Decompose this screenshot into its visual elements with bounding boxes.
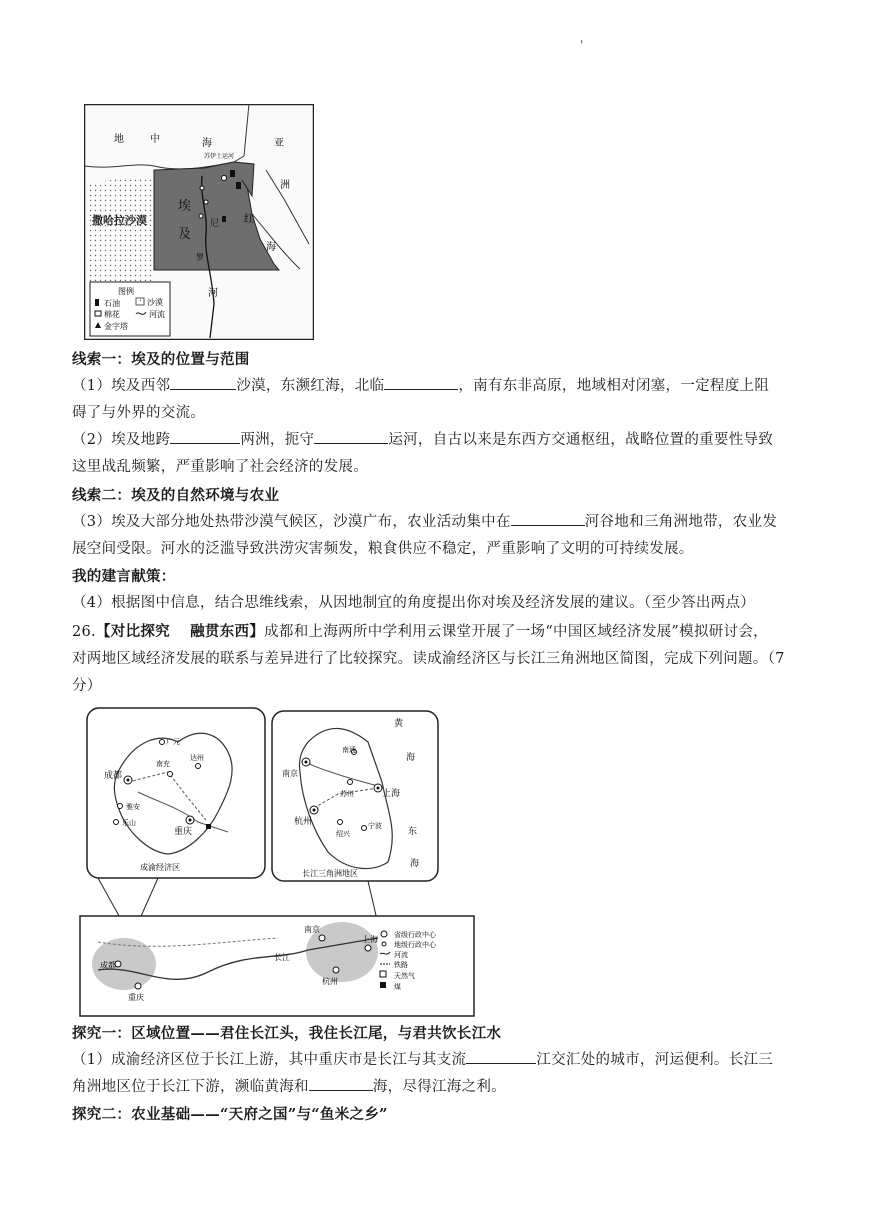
oil-icon xyxy=(95,299,99,306)
sahara-label: 撒哈拉沙漠 xyxy=(92,214,147,227)
legend-gas: 天然气 xyxy=(394,972,415,980)
continent-label: 洲 xyxy=(280,180,290,191)
bottom-chongqing: 重庆 xyxy=(128,993,144,1002)
city-hangzhou: 杭州 xyxy=(294,817,313,827)
desert-symbol xyxy=(136,298,144,305)
answer-blank[interactable] xyxy=(511,511,585,526)
clue1-q2: （2）埃及地跨 两洲，扼守 运河，自古以来是东西方交通枢纽，战略位置的重要性导致 这里战乱频繁，严重影响了社会经济的发展。 xyxy=(72,427,802,481)
egypt-label-1: 埃 xyxy=(178,199,192,214)
city-chongqing: 重庆 xyxy=(174,827,193,837)
china-region-map xyxy=(78,702,480,1020)
city-nanjing: 南京 xyxy=(282,769,298,778)
city-nantong: 南通 xyxy=(342,746,356,754)
canal-label: 苏伊士运河 xyxy=(204,153,235,160)
city-dazhou: 达州 xyxy=(190,754,204,762)
legend-provincial: 省级行政中心 xyxy=(394,931,436,939)
china-map-figure xyxy=(78,702,480,1020)
city-label: 罗 xyxy=(196,253,204,262)
legend-river: 河流 xyxy=(149,310,165,319)
answer-blank[interactable] xyxy=(170,375,236,390)
answer-blank[interactable] xyxy=(309,1076,373,1091)
legend-pyramid: 金字塔 xyxy=(104,322,128,331)
yellow-sea-2: 海 xyxy=(406,753,416,763)
city-shanghai: 上海 xyxy=(382,789,401,799)
bottom-hangzhou: 杭州 xyxy=(322,977,338,986)
legend-cotton: 棉花 xyxy=(104,310,120,319)
city-shaoxing: 绍兴 xyxy=(336,830,350,838)
city-chengdu: 成都 xyxy=(104,771,123,781)
prefecture-city-icon xyxy=(382,942,386,946)
red-label: 红 xyxy=(244,214,254,225)
right-caption: 长江三角洲地区 xyxy=(302,869,358,878)
city-yaan: 雅安 xyxy=(126,803,140,811)
advice-q4: （4）根据图中信息，结合思维线索，从因地制宜的角度提出你对埃及经济发展的建议。（至少答出两点） xyxy=(72,595,756,611)
red-sea-label: 海 xyxy=(266,242,276,253)
clue2-q3: （3）埃及大部分地处热带沙漠气候区，沙漠广布，农业活动集中在 河谷地和三角洲地带，农业发 展空间受限。河水的泛滥导致洪涝灾害频发，粮食供应不稳定，严重影响了文明的可持续发展。 xyxy=(72,509,802,563)
legend-railway: 铁路 xyxy=(394,961,408,969)
advice-title: 我的建言献策： xyxy=(72,568,176,585)
egypt-label-2: 及 xyxy=(178,227,192,242)
bottom-nanjing: 南京 xyxy=(304,925,320,934)
provincial-capital-icon xyxy=(381,931,387,937)
explore1-q1: （1）成渝经济区位于长江上游，其中重庆市是长江与其支流 江交汇处的城市，河运便利。长江三 角洲地区位于长江下游，濒临黄海和 海，尽得江海之利。 xyxy=(72,1047,802,1101)
clue1-q1: （1）埃及西邻 沙漠，东濒红海，北临 ，南有东非高原，地域相对闭塞，一定程度上阻 碍了与外界的交流。 xyxy=(72,373,802,427)
clue1-title: 线索一：埃及的位置与范围 xyxy=(72,351,250,368)
answer-blank[interactable] xyxy=(466,1049,536,1064)
legend-coal: 煤 xyxy=(394,983,401,991)
asia-label: 亚 xyxy=(274,138,284,149)
answer-blank[interactable] xyxy=(170,429,240,444)
answer-blank[interactable] xyxy=(314,429,388,444)
egypt-map-figure xyxy=(84,104,314,340)
question-26: 26.【对比探究 融贯东西】成都和上海两所中学利用云课堂开展了一场“中国区域经济发展”模拟研讨会， 对两地区域经济发展的联系与差异进行了比较探究。读成渝经济区与长江三角洲地区简图，完成下列问题。（7 分） xyxy=(72,623,785,694)
nile-label: 尼 xyxy=(210,219,220,229)
explore1-title: 探究一：区域位置——君住长江头，我住长江尾，与君共饮长江水 xyxy=(72,1025,502,1042)
legend-river: 河流 xyxy=(394,951,408,959)
bottom-chengdu: 成都 xyxy=(100,961,116,970)
river-label: 长江 xyxy=(274,953,290,962)
sea-label-2: 中 xyxy=(150,134,160,145)
city-suzhou: 苏州 xyxy=(340,790,354,798)
city-ningbo: 宁波 xyxy=(368,822,382,830)
sea-label-3: 海 xyxy=(202,138,212,149)
legend-oil: 石油 xyxy=(104,299,120,308)
sea-label-1: 地 xyxy=(114,134,124,145)
legend-title: 图例 xyxy=(118,287,134,296)
east-sea-1: 东 xyxy=(408,827,418,837)
legend-desert: 沙漠 xyxy=(147,298,163,307)
explore2-title: 探究二：农业基础——“天府之国”与“鱼米之乡” xyxy=(72,1106,388,1123)
egypt-map xyxy=(84,104,314,340)
legend-prefecture: 地级行政中心 xyxy=(394,941,436,949)
coal-icon xyxy=(380,982,386,988)
answer-blank[interactable] xyxy=(384,375,458,390)
east-sea-2: 海 xyxy=(410,859,420,869)
yellow-sea-1: 黄 xyxy=(394,719,404,729)
left-caption: 成渝经济区 xyxy=(140,863,180,872)
river-lower-label: 河 xyxy=(208,288,218,299)
city-leshan: 乐山 xyxy=(122,819,136,827)
bottom-shanghai: 上海 xyxy=(362,935,378,944)
city-nanchong: 南充 xyxy=(156,760,170,768)
city-guangyuan: 广元 xyxy=(166,738,180,746)
header-mark: ' xyxy=(580,38,584,52)
clue2-title: 线索二：埃及的自然环境与农业 xyxy=(72,487,280,504)
